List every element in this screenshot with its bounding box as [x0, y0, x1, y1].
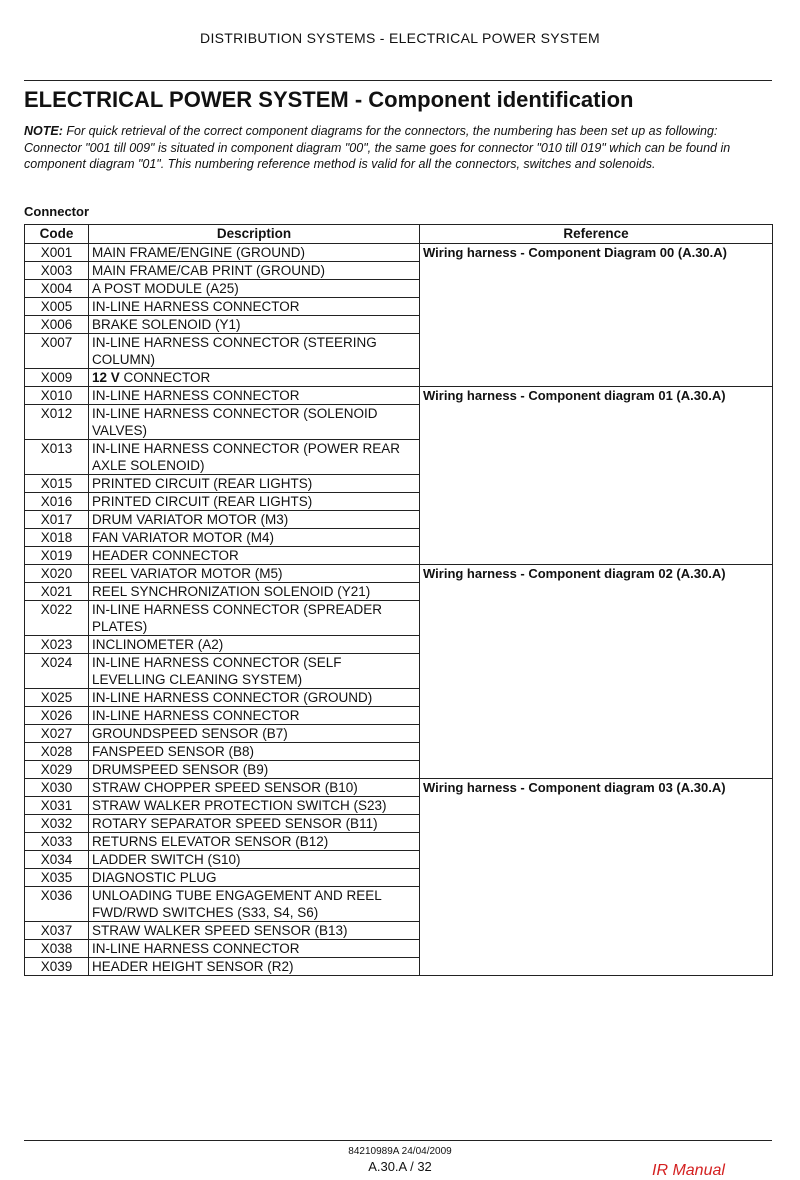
connector-code: X004 — [25, 280, 89, 298]
connector-description: IN-LINE HARNESS CONNECTOR — [89, 940, 420, 958]
connector-description: IN-LINE HARNESS CONNECTOR — [89, 707, 420, 725]
connector-code: X013 — [25, 440, 89, 475]
connector-code: X025 — [25, 689, 89, 707]
connector-description: IN-LINE HARNESS CONNECTOR — [89, 387, 420, 405]
connector-description: RETURNS ELEVATOR SENSOR (B12) — [89, 833, 420, 851]
reference-cell: Wiring harness - Component Diagram 00 (A.30.A) — [420, 244, 773, 387]
connector-code: X010 — [25, 387, 89, 405]
connector-code: X017 — [25, 511, 89, 529]
connector-description: FAN VARIATOR MOTOR (M4) — [89, 529, 420, 547]
connector-description: HEADER CONNECTOR — [89, 547, 420, 565]
connector-code: X016 — [25, 493, 89, 511]
connector-description: IN-LINE HARNESS CONNECTOR (POWER REAR AXLE SOLENOID) — [89, 440, 420, 475]
connector-description: STRAW WALKER PROTECTION SWITCH (S23) — [89, 797, 420, 815]
connector-code: X020 — [25, 565, 89, 583]
connector-code: X015 — [25, 475, 89, 493]
page-number: A.30.A / 32 — [368, 1159, 432, 1174]
footer-rule — [24, 1140, 772, 1141]
connector-description: STRAW WALKER SPEED SENSOR (B13) — [89, 922, 420, 940]
connector-code: X034 — [25, 851, 89, 869]
connector-description: GROUNDSPEED SENSOR (B7) — [89, 725, 420, 743]
column-header-reference: Reference — [420, 225, 773, 244]
section-label: Connector — [24, 204, 89, 219]
connector-code: X018 — [25, 529, 89, 547]
column-header-code: Code — [25, 225, 89, 244]
connector-code: X032 — [25, 815, 89, 833]
page-title: ELECTRICAL POWER SYSTEM - Component identification — [24, 87, 634, 112]
connector-code: X023 — [25, 636, 89, 654]
connector-code: X027 — [25, 725, 89, 743]
connector-code: X035 — [25, 869, 89, 887]
connector-code: X037 — [25, 922, 89, 940]
connector-description — [89, 369, 420, 387]
connector-description: BRAKE SOLENOID (Y1) — [89, 316, 420, 334]
connector-description: PRINTED CIRCUIT (REAR LIGHTS) — [89, 475, 420, 493]
connector-description: IN-LINE HARNESS CONNECTOR (SOLENOID VALVES) — [89, 405, 420, 440]
connector-description: IN-LINE HARNESS CONNECTOR (SELF LEVELLING CLEANING SYSTEM) — [89, 654, 420, 689]
note-label: NOTE: — [24, 124, 63, 138]
connector-description: REEL SYNCHRONIZATION SOLENOID (Y21) — [89, 583, 420, 601]
connector-code: X005 — [25, 298, 89, 316]
connector-code: X024 — [25, 654, 89, 689]
connector-code: X009 — [25, 369, 89, 387]
note-paragraph — [24, 123, 764, 173]
connector-description: DIAGNOSTIC PLUG — [89, 869, 420, 887]
connector-description: STRAW CHOPPER SPEED SENSOR (B10) — [89, 779, 420, 797]
connector-description: DRUM VARIATOR MOTOR (M3) — [89, 511, 420, 529]
table-row — [25, 387, 773, 405]
connector-description: DRUMSPEED SENSOR (B9) — [89, 761, 420, 779]
connector-code: X026 — [25, 707, 89, 725]
connector-description: MAIN FRAME/CAB PRINT (GROUND) — [89, 262, 420, 280]
connector-code: X001 — [25, 244, 89, 262]
connector-code: X022 — [25, 601, 89, 636]
connector-code: X036 — [25, 887, 89, 922]
connector-code: X039 — [25, 958, 89, 976]
connector-code: X038 — [25, 940, 89, 958]
brand-watermark: IR Manual — [652, 1162, 725, 1179]
connector-description: ROTARY SEPARATOR SPEED SENSOR (B11) — [89, 815, 420, 833]
connector-code: X031 — [25, 797, 89, 815]
reference-cell: Wiring harness - Component diagram 01 (A.30.A) — [420, 387, 773, 565]
connector-description: INCLINOMETER (A2) — [89, 636, 420, 654]
connector-description: LADDER SWITCH (S10) — [89, 851, 420, 869]
table-header-row — [25, 225, 773, 244]
connector-description: A POST MODULE (A25) — [89, 280, 420, 298]
connector-description: HEADER HEIGHT SENSOR (R2) — [89, 958, 420, 976]
connector-code: X028 — [25, 743, 89, 761]
connector-description: UNLOADING TUBE ENGAGEMENT AND REEL FWD/RWD SWITCHES (S33, S4, S6) — [89, 887, 420, 922]
connector-table — [24, 224, 773, 976]
connector-code: X006 — [25, 316, 89, 334]
column-header-description: Description — [89, 225, 420, 244]
table-row — [25, 244, 773, 262]
connector-description: FANSPEED SENSOR (B8) — [89, 743, 420, 761]
document-id: 84210989A 24/04/2009 — [348, 1146, 452, 1157]
connector-code: X033 — [25, 833, 89, 851]
header-rule — [24, 80, 772, 81]
connector-description: REEL VARIATOR MOTOR (M5) — [89, 565, 420, 583]
connector-description: IN-LINE HARNESS CONNECTOR — [89, 298, 420, 316]
connector-description: IN-LINE HARNESS CONNECTOR (GROUND) — [89, 689, 420, 707]
connector-table-body — [25, 244, 773, 976]
connector-code: X029 — [25, 761, 89, 779]
connector-description: IN-LINE HARNESS CONNECTOR (STEERING COLUMN) — [89, 334, 420, 369]
connector-code: X012 — [25, 405, 89, 440]
table-row — [25, 565, 773, 583]
connector-description: MAIN FRAME/ENGINE (GROUND) — [89, 244, 420, 262]
description-emphasis: 12 V — [92, 370, 120, 385]
running-header: DISTRIBUTION SYSTEMS - ELECTRICAL POWER SYSTEM — [200, 30, 600, 46]
reference-cell: Wiring harness - Component diagram 02 (A.30.A) — [420, 565, 773, 779]
note-text: For quick retrieval of the correct component diagrams for the connectors, the numbering has been set up as following: Connector "001 till 009" is situated in component diagram "00", the same goes for connector "010 till 019" which can be found in component diagram "01". This numbering reference method is valid for all the connectors, switches and solenoids. — [24, 124, 731, 171]
connector-code: X003 — [25, 262, 89, 280]
description-text: CONNECTOR — [119, 370, 211, 385]
connector-description: PRINTED CIRCUIT (REAR LIGHTS) — [89, 493, 420, 511]
connector-code: X019 — [25, 547, 89, 565]
table-row — [25, 779, 773, 797]
connector-code: X007 — [25, 334, 89, 369]
connector-code: X030 — [25, 779, 89, 797]
connector-code: X021 — [25, 583, 89, 601]
reference-cell: Wiring harness - Component diagram 03 (A.30.A) — [420, 779, 773, 976]
connector-description: IN-LINE HARNESS CONNECTOR (SPREADER PLATES) — [89, 601, 420, 636]
